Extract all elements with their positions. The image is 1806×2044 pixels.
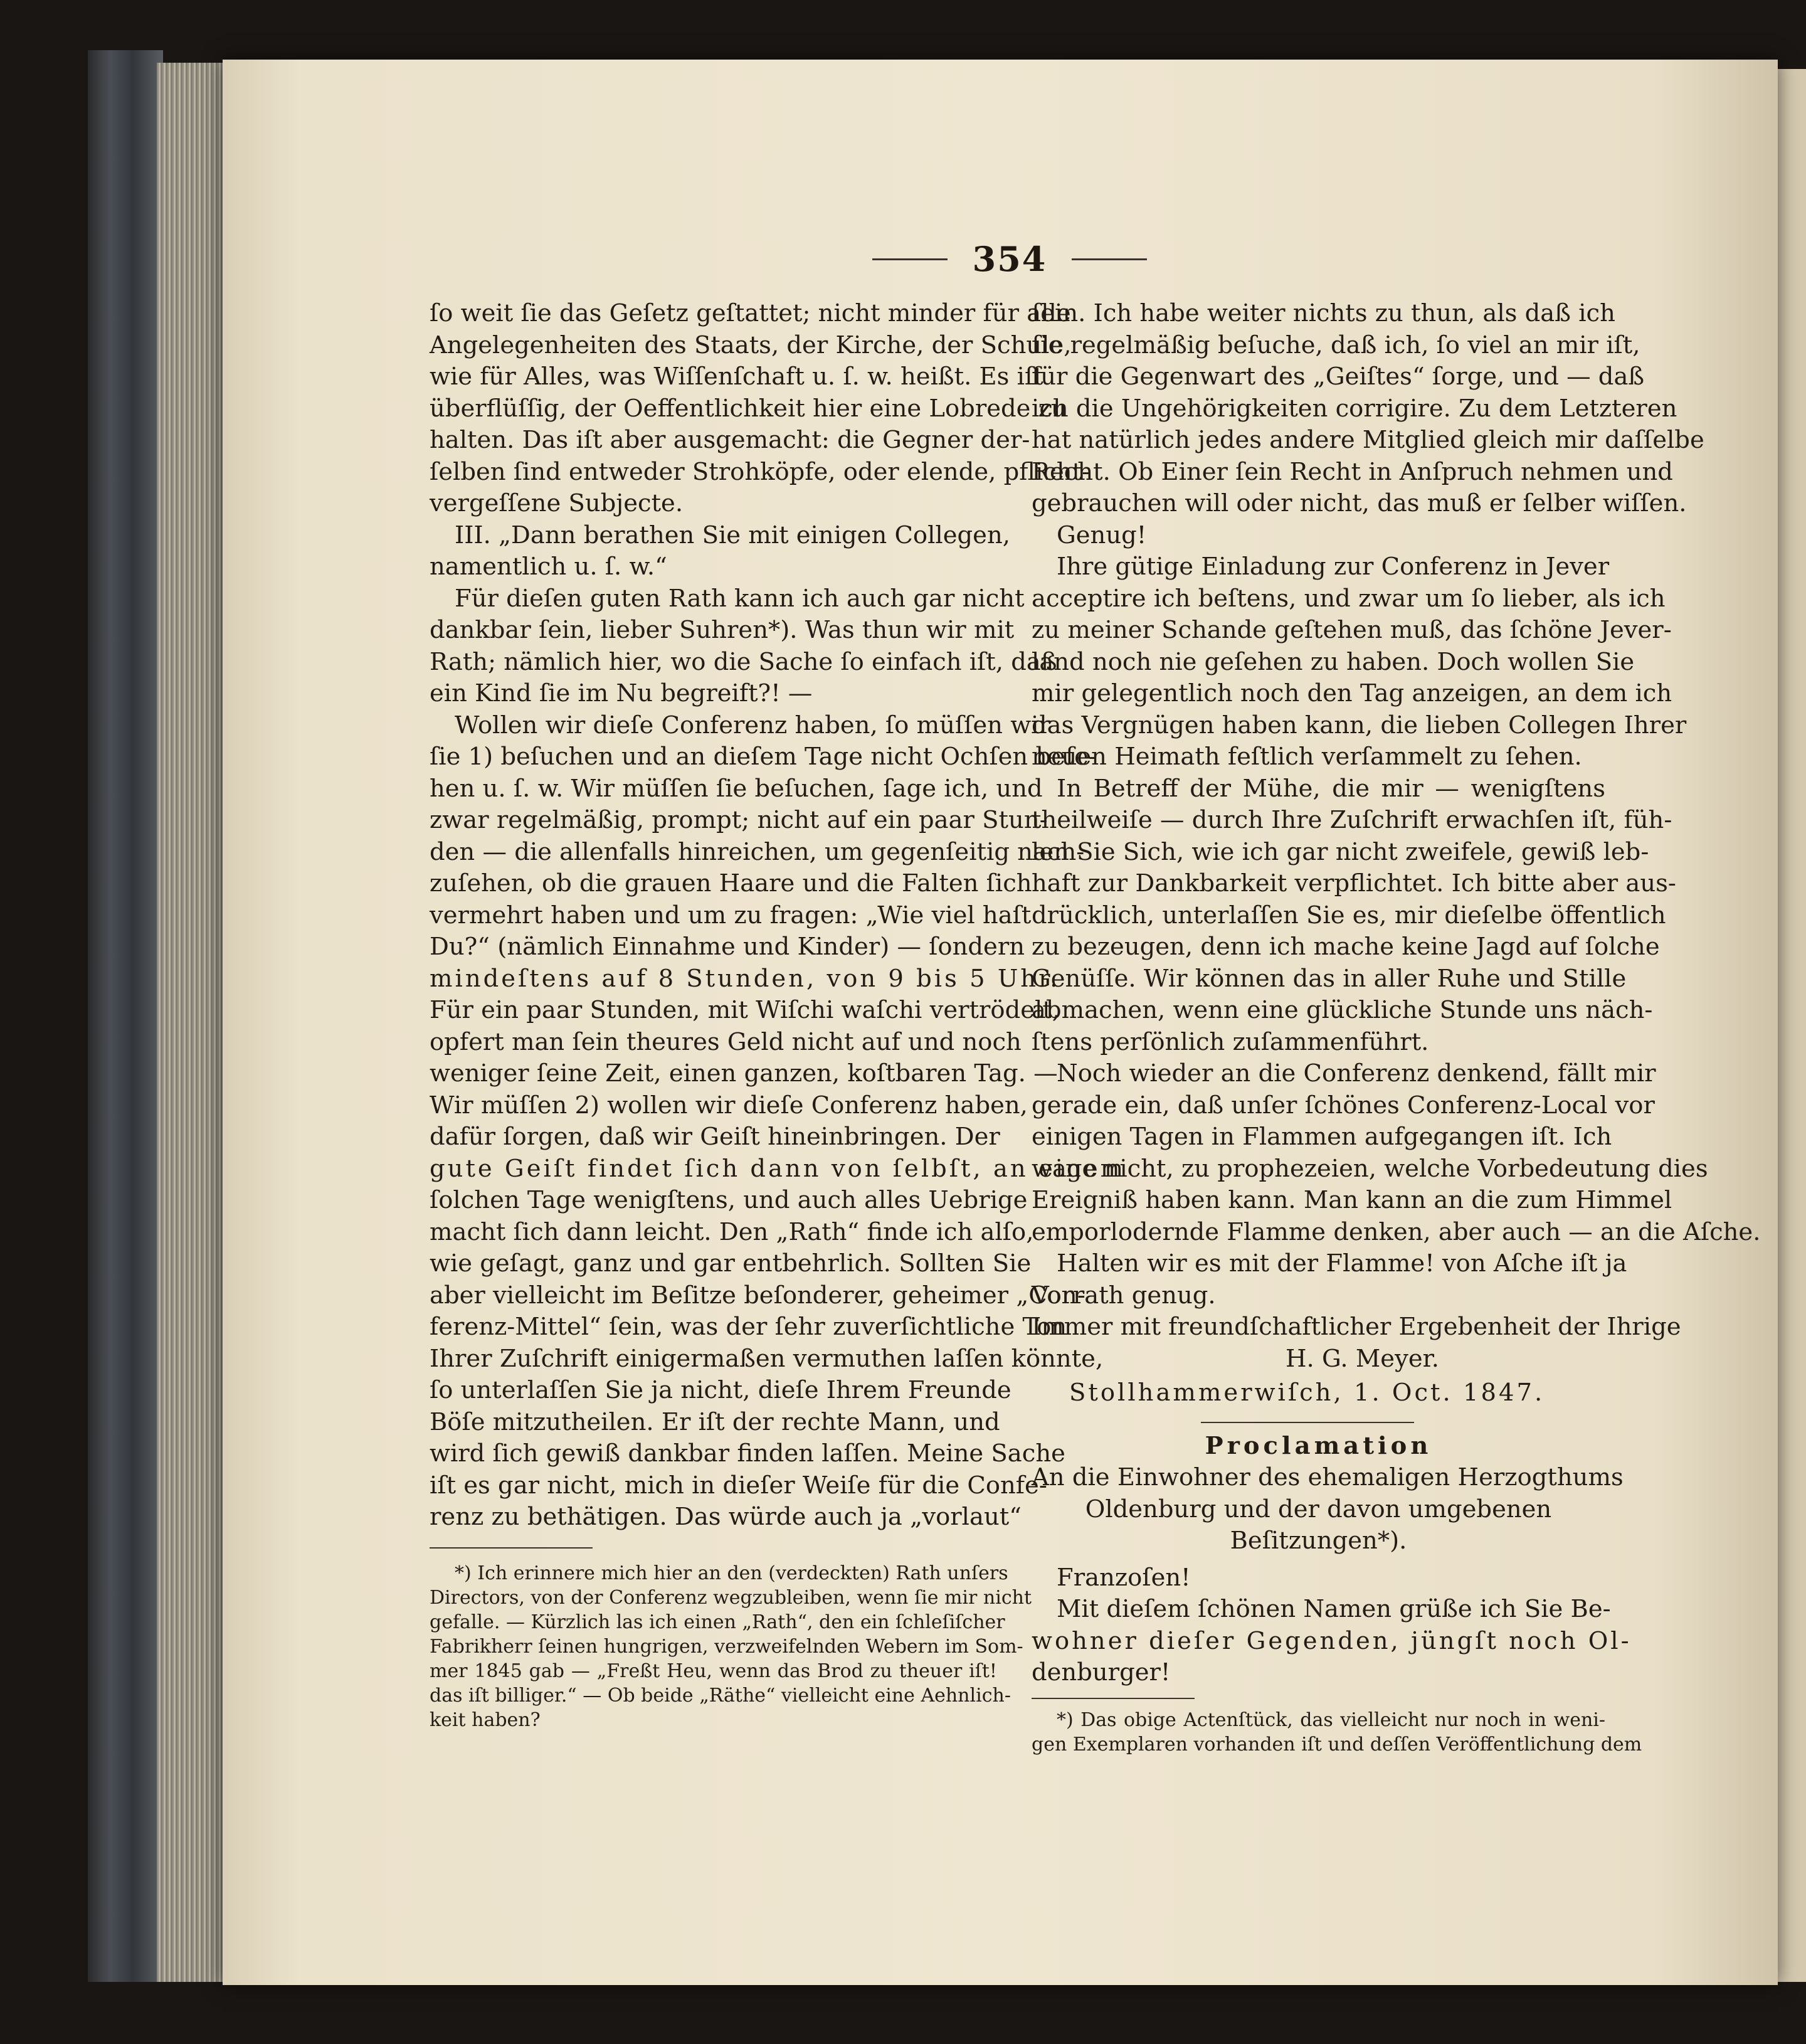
- text-line: namentlich u. ſ. w.“: [430, 553, 667, 581]
- text-line: ſtens perſönlich zuſammenführt.: [1032, 1027, 1429, 1056]
- proclamation-heading: Proclamation: [1205, 1431, 1432, 1460]
- text-line: weniger ſeine Zeit, einen ganzen, koſtbaren Tag. —: [430, 1059, 1058, 1088]
- page-number: 354: [972, 239, 1047, 279]
- text-line: gute Geiſt findet ſich dann von ſelbſt, an einem: [430, 1154, 1126, 1183]
- text-line: hat natürlich jedes andere Mitglied gleich mir daſſelbe: [1032, 426, 1704, 454]
- text-line: Du?“ (nämlich Einnahme und Kinder) — ſondern: [430, 933, 1025, 961]
- text-line: emporlodernde Flamme denken, aber auch — an die Aſche.: [1032, 1217, 1761, 1246]
- text-line: einigen Tagen in Flammen aufgegangen iſt. Ich: [1032, 1123, 1612, 1151]
- footnote-line: *) Das obige Actenſtück, das vielleicht nur noch in weni-: [1057, 1708, 1605, 1731]
- text-line: Halten wir es mit der Flamme! von Aſche iſt ja: [1057, 1249, 1627, 1278]
- dateline: Stollhammerwiſch, 1. Oct. 1847.: [1069, 1379, 1545, 1407]
- footnote-line: das iſt billiger.“ — Ob beide „Räthe“ vielleicht eine Aehnlich-: [430, 1684, 1011, 1707]
- text-line: ſie 1) beſuchen und an dieſem Tage nicht Ochſen beſe-: [430, 743, 1097, 771]
- text-line: ſo weit ſie das Geſetz geſtattet; nicht minder für alle: [430, 299, 1071, 327]
- footnote-rule-right: [1032, 1698, 1195, 1699]
- text-line: Rath; nämlich hier, wo die Sache ſo einfach iſt, daß: [430, 647, 1057, 676]
- text-line: für die Gegenwart des „Geiſtes“ ſorge, und — daß: [1032, 363, 1645, 391]
- footnote-line: Directors, von der Conferenz wegzubleiben, wenn ſie mir nicht: [430, 1586, 1032, 1609]
- book-spine: [88, 50, 163, 1982]
- text-line: dankbar ſein, lieber Suhren*). Was thun wir mit: [430, 616, 1015, 644]
- text-line: Ereigniß haben kann. Man kann an die zum Himmel: [1032, 1186, 1672, 1214]
- text-line: ſelben ſind entweder Strohköpfe, oder elende, pflicht-: [430, 457, 1090, 486]
- text-line: zwar regelmäßig, prompt; nicht auf ein paar Stun-: [430, 806, 1048, 834]
- text-line: gebrauchen will oder nicht, das muß er ſelber wiſſen.: [1032, 489, 1687, 517]
- text-line: dafür ſorgen, daß wir Geiſt hineinbringen. Der: [430, 1123, 1000, 1151]
- text-line: Wollen wir dieſe Conferenz haben, ſo müſſen wir: [455, 711, 1050, 739]
- text-line: wird ſich gewiß dankbar finden laſſen. Meine Sache: [430, 1439, 1065, 1468]
- text-line: ſie regelmäßig beſuche, daß ich, ſo viel an mir iſt,: [1032, 331, 1640, 359]
- text-line: Für ein paar Stunden, mit Wiſchi waſchi vertrödelt,: [430, 996, 1060, 1024]
- text-line: wage nicht, zu prophezeien, welche Vorbedeutung dies: [1032, 1154, 1708, 1183]
- footnote-line: gen Exemplaren vorhanden iſt und deſſen Veröffentlichung dem: [1032, 1733, 1642, 1755]
- proclamation-text: [1032, 1562, 1632, 1689]
- text-line: halten. Das iſt aber ausgemacht: die Gegner der-: [430, 426, 1030, 454]
- text-line: wie geſagt, ganz und gar entbehrlich. Sollten Sie: [430, 1249, 1032, 1278]
- text-line: III. „Dann berathen Sie mit einigen Collegen,: [455, 521, 1010, 549]
- text-line: neuen Heimath feſtlich verſammelt zu ſehen.: [1032, 743, 1582, 771]
- text-line: hen u. ſ. w. Wir müſſen ſie beſuchen, ſage ich, und: [430, 774, 1043, 803]
- text-line: vermehrt haben und um zu fragen: „Wie viel haſt: [430, 901, 1032, 929]
- text-line: Angelegenheiten des Staats, der Kirche, der Schule,: [430, 331, 1072, 359]
- text-line: ich die Ungehörigkeiten corrigire. Zu dem Letzteren: [1032, 394, 1677, 423]
- text-line: Genug!: [1057, 521, 1147, 549]
- text-line: macht ſich dann leicht. Den „Rath“ finde ich alſo,: [430, 1217, 1034, 1246]
- text-line: ferenz-Mittel“ ſein, was der ſehr zuverſichtliche Ton: [430, 1313, 1067, 1341]
- text-line: vergeſſene Subjecte.: [430, 489, 684, 517]
- text-line: ſein. Ich habe weiter nichts zu thun, als daß ich: [1032, 299, 1615, 327]
- text-line: Franzoſen!: [1057, 1563, 1191, 1592]
- text-line: zuſehen, ob die grauen Haare und die Falten ſich: [430, 869, 1032, 898]
- subheading-line: An die Einwohner des ehemaligen Herzogthums: [1032, 1463, 1624, 1491]
- text-line: aber vielleicht im Beſitze beſonderer, geheimer „Con-: [430, 1281, 1085, 1310]
- left-footnote: [430, 1561, 1032, 1732]
- text-line: Noch wieder an die Conferenz denkend, fällt mir: [1057, 1059, 1656, 1088]
- footnote-line: Fabrikherr ſeinen hungrigen, verzweifelnden Webern im Som-: [430, 1635, 1023, 1658]
- header-rule-left: [872, 258, 948, 260]
- footnote-line: *) Ich erinnere mich hier an den (verdeckten) Rath unſers: [455, 1562, 1008, 1584]
- text-line: wohner dieſer Gegenden, jüngſt noch Ol-: [1032, 1626, 1632, 1655]
- text-line: überflüſſig, der Oeffentlichkeit hier eine Lobrede zu: [430, 394, 1067, 423]
- footnote-rule-left: [430, 1547, 593, 1549]
- page-header: [847, 237, 1173, 281]
- subheading-line: Beſitzungen*).: [1230, 1527, 1407, 1555]
- footnote-line: gefalle. — Kürzlich las ich einen „Rath“, den ein ſchleſiſcher: [430, 1611, 1005, 1633]
- text-line: drücklich, unterlaſſen Sie es, mir dieſelbe öffentlich: [1032, 901, 1666, 929]
- text-line: das Vergnügen haben kann, die lieben Collegen Ihrer: [1032, 711, 1687, 739]
- signature: H. G. Meyer.: [1285, 1344, 1440, 1373]
- text-line: opfert man ſein theures Geld nicht auf und noch: [430, 1027, 1022, 1056]
- text-line: Vorrath genug.: [1032, 1281, 1216, 1310]
- text-line: ſo unterlaſſen Sie ja nicht, dieſe Ihrem Freunde: [430, 1376, 1011, 1404]
- text-line: denburger!: [1032, 1658, 1171, 1687]
- text-line: Ihrer Zuſchrift einigermaßen vermuthen laſſen könnte,: [430, 1344, 1104, 1373]
- text-line: Wir müſſen 2) wollen wir dieſe Conferenz haben,: [430, 1091, 1028, 1120]
- right-column: [1032, 298, 1761, 1757]
- header-rule-right: [1072, 258, 1147, 260]
- text-line: len Sie Sich, wie ich gar nicht zweifele, gewiß leb-: [1032, 837, 1649, 866]
- section-rule: [1201, 1422, 1414, 1423]
- text-line: ein Kind ſie im Nu begreift?! —: [430, 679, 813, 707]
- subheading-line: Oldenburg und der davon umgebenen: [1085, 1495, 1552, 1523]
- text-line: Böſe mitzutheilen. Er iſt der rechte Mann, und: [430, 1407, 1000, 1436]
- text-line: zu bezeugen, denn ich mache keine Jagd auf ſolche: [1032, 933, 1660, 961]
- text-line: Für dieſen guten Rath kann ich auch gar nicht: [455, 584, 1025, 613]
- text-line: Ihre gütige Einladung zur Conferenz in Jever: [1057, 553, 1610, 581]
- footnote-line: keit haben?: [430, 1708, 541, 1731]
- text-line: Mit dieſem ſchönen Namen grüße ich Sie Be-: [1057, 1595, 1611, 1623]
- text-line: mir gelegentlich noch den Tag anzeigen, an dem ich: [1032, 679, 1672, 707]
- text-line: Recht. Ob Einer ſein Recht in Anſpruch nehmen und: [1032, 457, 1673, 486]
- right-footnote: [1032, 1708, 1642, 1757]
- text-line: In Betreff der Mühe, die mir — wenigſtens: [1057, 774, 1605, 803]
- right-column-text: [1032, 298, 1761, 1311]
- text-line: gerade ein, daß unſer ſchönes Conferenz-Local vor: [1032, 1091, 1655, 1120]
- text-line: theilweiſe — durch Ihre Zuſchrift erwachſen iſt, füh-: [1032, 806, 1672, 834]
- footnote-line: mer 1845 gab — „Freßt Heu, wenn das Brod zu theuer iſt!: [430, 1660, 997, 1682]
- text-line: ſolchen Tage wenigſtens, und auch alles Uebrige: [430, 1186, 1028, 1214]
- text-line: haft zur Dankbarkeit verpflichtet. Ich bitte aber aus-: [1032, 869, 1676, 898]
- text-line: wie für Alles, was Wiſſenſchaft u. ſ. w. heißt. Es iſt: [430, 363, 1043, 391]
- text-line: land noch nie geſehen zu haben. Doch wollen Sie: [1032, 647, 1635, 676]
- text-line: iſt es gar nicht, mich in dieſer Weiſe für die Confe-: [430, 1471, 1047, 1500]
- text-line: abmachen, wenn eine glückliche Stunde uns näch-: [1032, 996, 1653, 1024]
- text-line: renz zu bethätigen. Das würde auch ja „vorlaut“: [430, 1503, 1022, 1531]
- closing-line: Immer mit freundſchaftlicher Ergebenheit der Ihrige: [1032, 1313, 1681, 1341]
- text-line: Genüſſe. Wir können das in aller Ruhe und Stille: [1032, 964, 1627, 993]
- page-edges: [157, 63, 226, 1982]
- proclamation-subheading: [1032, 1462, 1624, 1557]
- text-line: den — die allenfalls hinreichen, um gegenſeitig nach-: [430, 837, 1085, 866]
- text-line: acceptire ich beſtens, und zwar um ſo lieber, als ich: [1032, 584, 1666, 613]
- text-line: zu meiner Schande geſtehen muß, das ſchöne Jever-: [1032, 616, 1672, 644]
- facing-page-edge: [1778, 69, 1806, 1982]
- text-line: mindeſtens auf 8 Stunden, von 9 bis 5 Uhr.: [430, 964, 1060, 993]
